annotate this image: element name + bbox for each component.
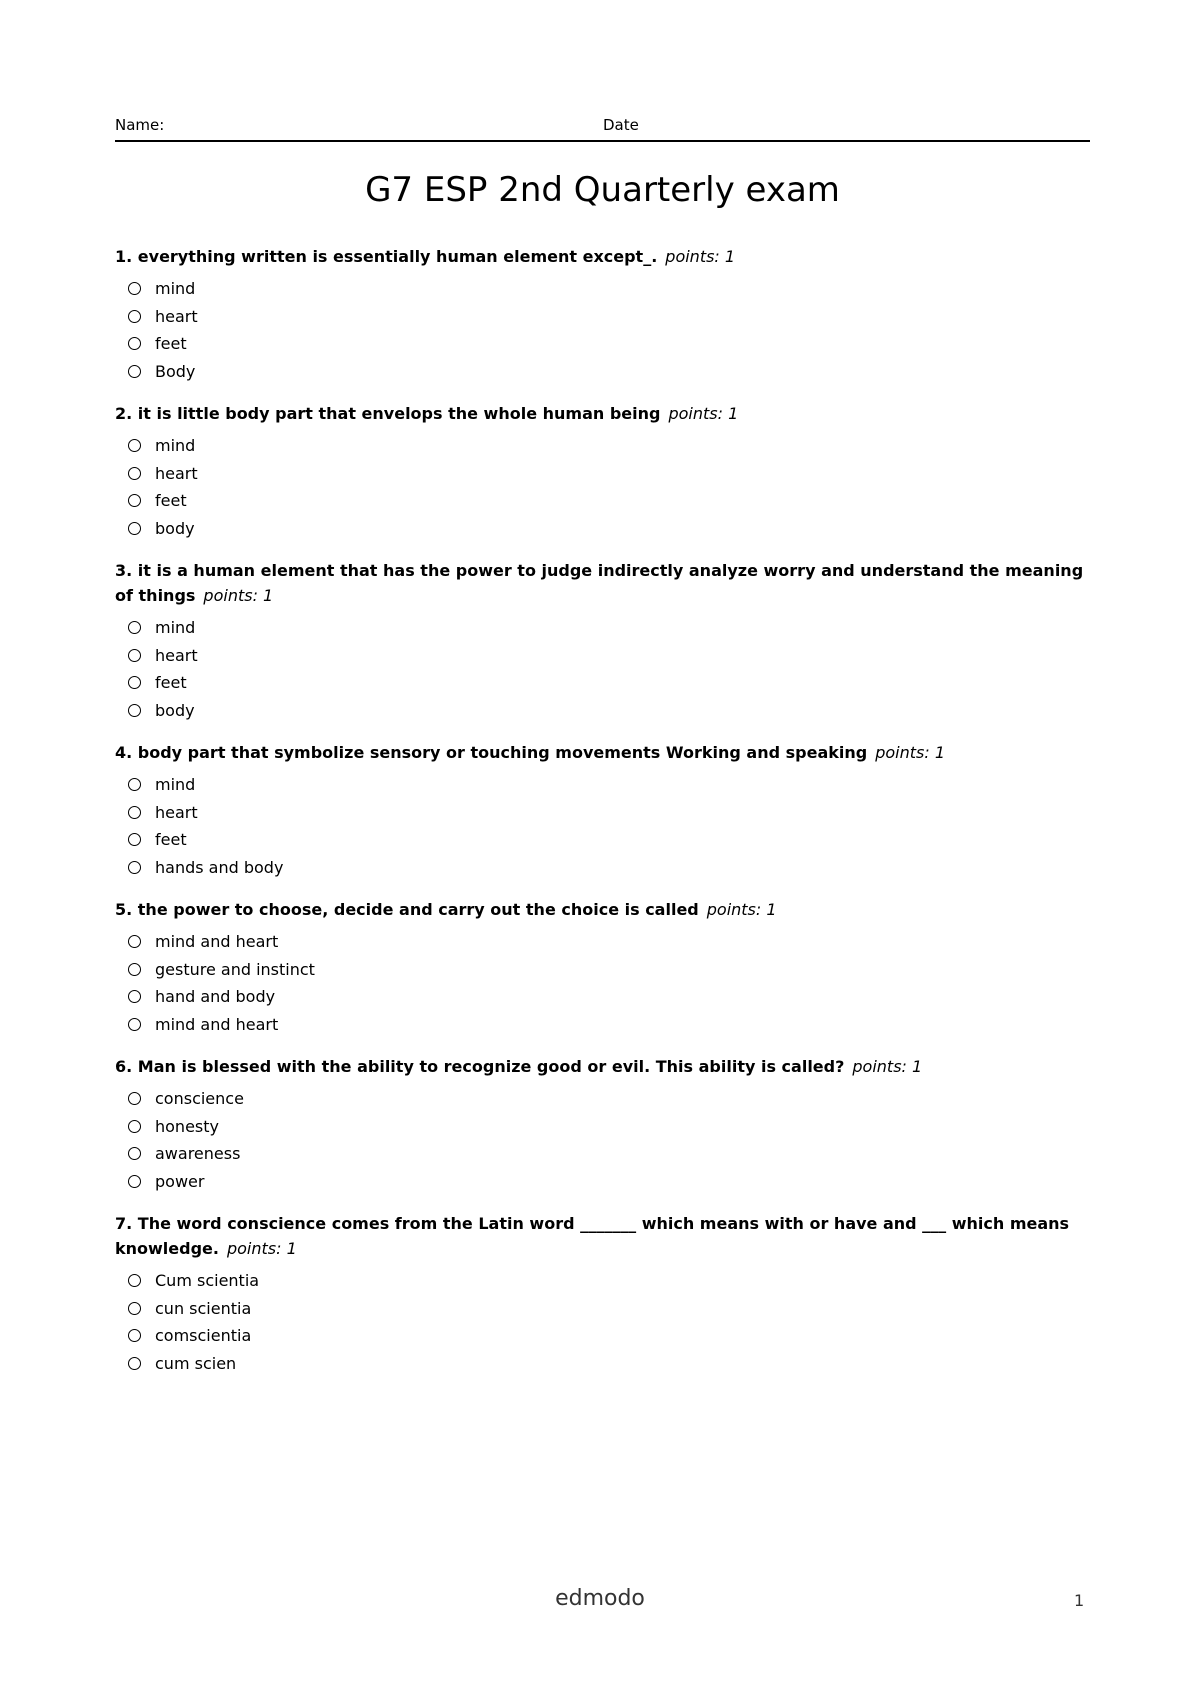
option-item[interactable] [128, 983, 1090, 1011]
question-points: points: 1 [665, 247, 736, 266]
option-list [115, 614, 1090, 724]
option-list [115, 928, 1090, 1038]
question-text [115, 401, 1090, 426]
option-item[interactable] [128, 358, 1090, 386]
option-label: feet [155, 673, 187, 693]
name-label: Name: [115, 116, 165, 134]
radio-circle-icon[interactable] [128, 310, 141, 323]
question-text [115, 1211, 1090, 1261]
question-5 [115, 897, 1090, 1038]
option-item[interactable] [128, 515, 1090, 543]
radio-circle-icon[interactable] [128, 806, 141, 819]
edmodo-logo: edmodo [555, 1586, 645, 1611]
radio-circle-icon[interactable] [128, 439, 141, 452]
question-points: points: 1 [875, 743, 945, 762]
option-item[interactable] [128, 1085, 1090, 1113]
radio-circle-icon[interactable] [128, 621, 141, 634]
radio-circle-icon[interactable] [128, 963, 141, 976]
option-list [115, 771, 1090, 881]
radio-circle-icon[interactable] [128, 778, 141, 791]
option-label: feet [155, 491, 187, 511]
question-points: points: 1 [852, 1057, 923, 1076]
option-label: mind [155, 775, 196, 795]
option-label: body [155, 518, 195, 538]
question-2 [115, 401, 1090, 542]
question-1 [115, 244, 1090, 385]
option-item[interactable] [128, 1350, 1090, 1378]
option-label: body [155, 700, 195, 720]
question-list [115, 244, 1090, 1393]
radio-circle-icon[interactable] [128, 365, 141, 378]
option-item[interactable] [128, 1267, 1090, 1295]
radio-circle-icon[interactable] [128, 833, 141, 846]
question-prompt: 2. it is little body part that envelops the whole human being [115, 404, 661, 423]
question-text [115, 1054, 1090, 1079]
option-label: conscience [155, 1089, 244, 1109]
radio-circle-icon[interactable] [128, 1302, 141, 1315]
option-item[interactable] [128, 614, 1090, 642]
option-item[interactable] [128, 642, 1090, 670]
option-item[interactable] [128, 1295, 1090, 1323]
option-item[interactable] [128, 1011, 1090, 1039]
radio-circle-icon[interactable] [128, 522, 141, 535]
option-label: mind [155, 436, 196, 456]
question-text [115, 897, 1090, 922]
option-item[interactable] [128, 697, 1090, 725]
option-item[interactable] [128, 1168, 1090, 1196]
option-item[interactable] [128, 432, 1090, 460]
question-3 [115, 558, 1090, 724]
radio-circle-icon[interactable] [128, 935, 141, 948]
question-points: points: 1 [668, 404, 739, 423]
option-item[interactable] [128, 771, 1090, 799]
option-label: hands and body [155, 857, 284, 877]
option-list [115, 432, 1090, 542]
question-points: points: 1 [226, 1239, 297, 1258]
question-7 [115, 1211, 1090, 1377]
option-label: hand and body [155, 987, 276, 1007]
option-item[interactable] [128, 460, 1090, 488]
question-text [115, 558, 1090, 608]
option-label: Cum scientia [155, 1271, 260, 1291]
option-label: heart [155, 463, 198, 483]
date-label: Date [603, 116, 639, 134]
option-list [115, 275, 1090, 385]
radio-circle-icon[interactable] [128, 1274, 141, 1287]
option-item[interactable] [128, 487, 1090, 515]
option-item[interactable] [128, 799, 1090, 827]
question-text [115, 740, 1090, 765]
question-points: points: 1 [706, 900, 777, 919]
option-item[interactable] [128, 303, 1090, 331]
option-label: heart [155, 645, 198, 665]
option-item[interactable] [128, 275, 1090, 303]
option-item[interactable] [128, 330, 1090, 358]
radio-circle-icon[interactable] [128, 282, 141, 295]
question-prompt: 3. it is a human element that has the power to judge indirectly analyze worry and understand the meaning of things [115, 561, 1084, 605]
option-item[interactable] [128, 854, 1090, 882]
radio-circle-icon[interactable] [128, 1147, 141, 1160]
option-label: power [155, 1171, 205, 1191]
radio-circle-icon[interactable] [128, 649, 141, 662]
question-prompt: 6. Man is blessed with the ability to recognize good or evil. This ability is called? [115, 1057, 845, 1076]
radio-circle-icon[interactable] [128, 1092, 141, 1105]
option-list [115, 1085, 1090, 1195]
option-label: mind and heart [155, 932, 279, 952]
question-text [115, 244, 1090, 269]
question-prompt: 5. the power to choose, decide and carry out the choice is called [115, 900, 699, 919]
exam-title: G7 ESP 2nd Quarterly exam [365, 170, 840, 210]
option-label: Body [155, 361, 196, 381]
option-item[interactable] [128, 1322, 1090, 1350]
radio-circle-icon[interactable] [128, 1175, 141, 1188]
question-6 [115, 1054, 1090, 1195]
option-label: cum scien [155, 1353, 237, 1373]
question-4 [115, 740, 1090, 881]
option-label: mind [155, 618, 196, 638]
option-label: cun scientia [155, 1298, 252, 1318]
option-item[interactable] [128, 1140, 1090, 1168]
radio-circle-icon[interactable] [128, 467, 141, 480]
option-item[interactable] [128, 928, 1090, 956]
radio-circle-icon[interactable] [128, 704, 141, 717]
name-date-header [115, 116, 1090, 142]
question-prompt: 4. body part that symbolize sensory or touching movements Working and speaking [115, 743, 868, 762]
option-list [115, 1267, 1090, 1377]
option-label: heart [155, 802, 198, 822]
radio-circle-icon[interactable] [128, 494, 141, 507]
radio-circle-icon[interactable] [128, 337, 141, 350]
option-label: comscientia [155, 1326, 252, 1346]
option-label: gesture and instinct [155, 959, 315, 979]
option-label: honesty [155, 1116, 219, 1136]
radio-circle-icon[interactable] [128, 990, 141, 1003]
option-item[interactable] [128, 669, 1090, 697]
option-label: mind [155, 279, 196, 299]
radio-circle-icon[interactable] [128, 1120, 141, 1133]
question-points: points: 1 [203, 586, 274, 605]
option-label: feet [155, 334, 187, 354]
option-label: heart [155, 306, 198, 326]
radio-circle-icon[interactable] [128, 1357, 141, 1370]
option-item[interactable] [128, 956, 1090, 984]
radio-circle-icon[interactable] [128, 676, 141, 689]
radio-circle-icon[interactable] [128, 1329, 141, 1342]
option-label: feet [155, 830, 187, 850]
option-label: awareness [155, 1144, 241, 1164]
question-prompt: 7. The word conscience comes from the Latin word _______ which means with or have and ___ which means knowledge. [115, 1214, 1070, 1258]
radio-circle-icon[interactable] [128, 1018, 141, 1031]
option-label: mind and heart [155, 1014, 279, 1034]
option-item[interactable] [128, 1113, 1090, 1141]
page-number: 1 [1074, 1591, 1085, 1610]
radio-circle-icon[interactable] [128, 861, 141, 874]
option-item[interactable] [128, 826, 1090, 854]
question-prompt: 1. everything written is essentially human element except_. [115, 247, 658, 266]
